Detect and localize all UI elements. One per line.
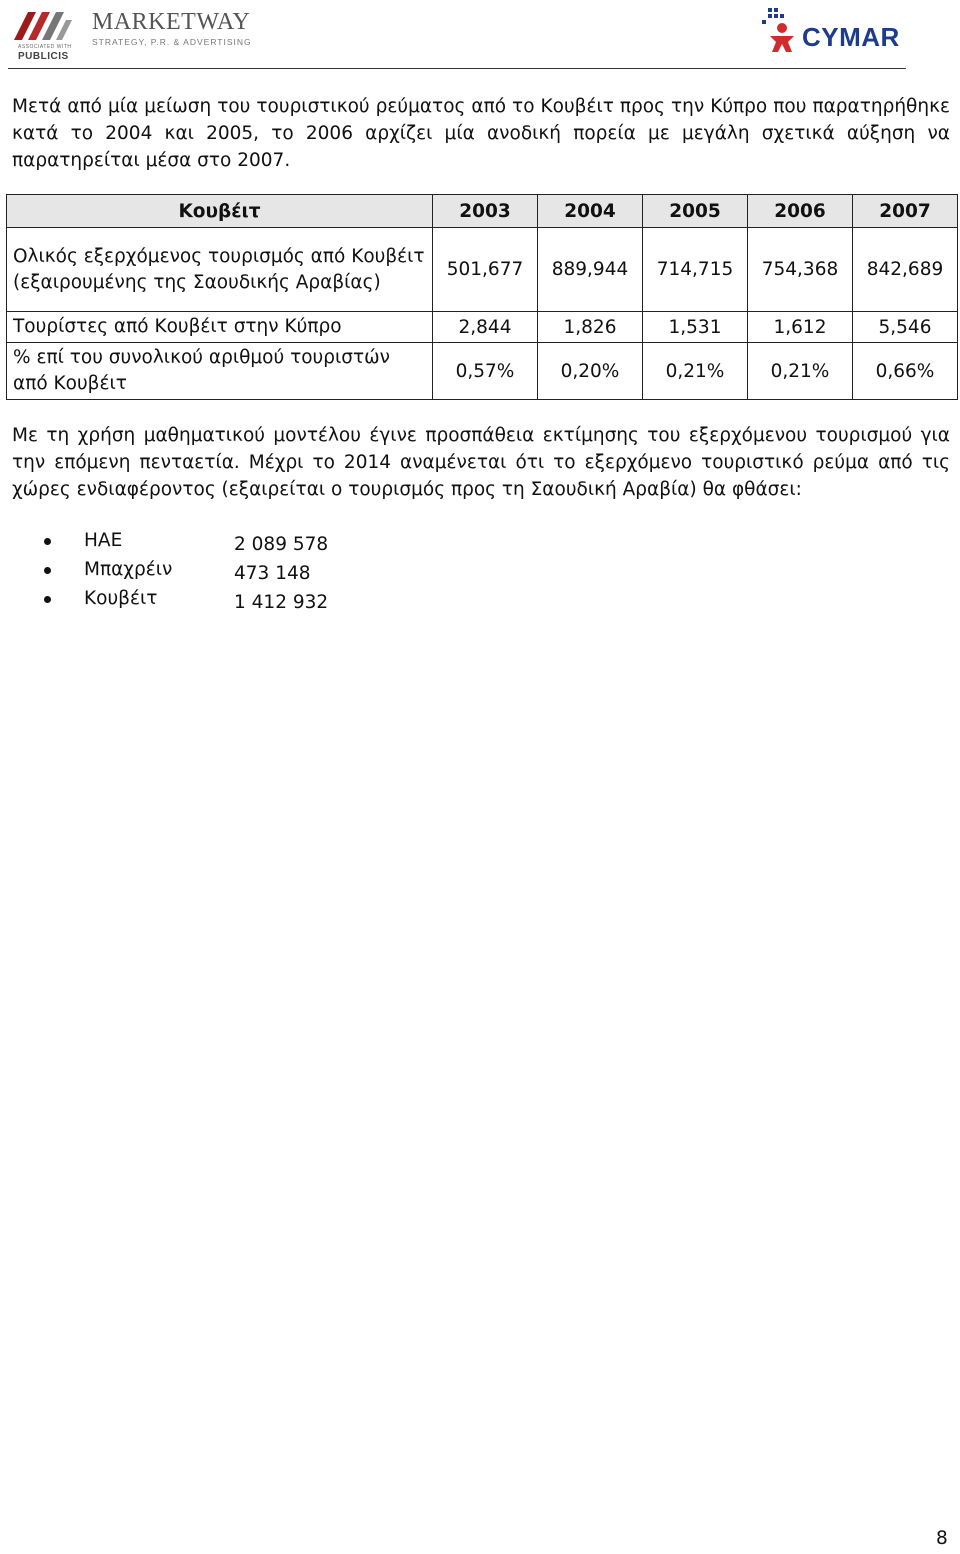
table-header-cell: 2006: [748, 195, 853, 228]
table-row: [7, 312, 958, 343]
page-number: 8: [936, 1528, 948, 1549]
table-row: [7, 228, 958, 312]
table-cell: 1,531: [643, 312, 748, 343]
kuwait-tourism-table: [6, 194, 958, 400]
table-cell: 754,368: [748, 228, 853, 312]
table-header-cell: 2007: [853, 195, 958, 228]
table-header-row: [7, 195, 958, 228]
marketway-name: MARKETWAY: [92, 9, 251, 35]
table-cell: 842,689: [853, 228, 958, 312]
row-label: Ολικός εξερχόμενος τουρισμός από Κουβέιτ (εξαιρουμένης της Σαουδικής Αραβίας): [7, 228, 433, 312]
table-header-cell: 2004: [538, 195, 643, 228]
table-cell: 1,612: [748, 312, 853, 343]
table-cell: 0,66%: [853, 343, 958, 400]
table-row: [7, 343, 958, 400]
table-cell: 501,677: [433, 228, 538, 312]
forecast-value: 1 412 932: [234, 592, 329, 613]
country-name: ΗΑΕ: [84, 530, 123, 551]
cymar-name: CYMAR: [802, 22, 900, 52]
row-label: Τουρίστες από Κουβέιτ στην Κύπρο: [7, 312, 433, 343]
table-header-cell: 2003: [433, 195, 538, 228]
table-cell: 0,57%: [433, 343, 538, 400]
table-cell: 2,844: [433, 312, 538, 343]
marketway-logo-mark-icon: [14, 8, 76, 40]
marketway-tagline: STRATEGY, P.R. & ADVERTISING: [92, 37, 252, 47]
country-name: Μπαχρέιν: [84, 559, 173, 580]
publicis-text: PUBLICIS: [18, 51, 69, 62]
table-header-cell: Κουβέιτ: [7, 195, 433, 228]
table-cell: 1,826: [538, 312, 643, 343]
table-cell: 714,715: [643, 228, 748, 312]
header-divider: [8, 68, 906, 69]
table-cell: 889,944: [538, 228, 643, 312]
table-cell: 0,21%: [643, 343, 748, 400]
forecast-value: 473 148: [234, 563, 311, 584]
bullet-icon: [44, 596, 51, 603]
bullet-icon: [44, 567, 51, 574]
table-cell: 5,546: [853, 312, 958, 343]
cymar-logo: [760, 4, 905, 60]
bullet-icon: [44, 538, 51, 545]
intro-paragraph: Μετά από μία μείωση του τουριστικού ρεύματος από το Κουβέιτ προς την Κύπρο που παρατηρήθηκε κατά το 2004 και 2005, το 2006 αρχίζει μία ανοδική πορεία με μεγάλη σχετικά αύξηση να παρατηρείται μέσα στο 2007.: [12, 96, 950, 171]
table-cell: 0,21%: [748, 343, 853, 400]
cymar-logo-mark-icon: [762, 6, 802, 56]
table-header-cell: 2005: [643, 195, 748, 228]
forecast-paragraph: Με τη χρήση μαθηματικού μοντέλου έγινε προσπάθεια εκτίμησης του εξερχόμενου τουρισμού για την επόμενη πενταετία. Μέχρι το 2014 αναμένεται ότι το εξερχόμενο τουριστικό ρεύμα από τις χώρες ενδιαφέροντος (εξαιρείται ο τουρισμός προς τη Σαουδική Αραβία) θα φθάσει:: [12, 425, 950, 500]
table-cell: 0,20%: [538, 343, 643, 400]
row-label: % επί του συνολικού αριθμού τουριστών από Κουβέιτ: [7, 343, 433, 400]
associated-with-text: ASSOCIATED WITH: [18, 44, 72, 50]
page-header: [0, 0, 960, 72]
country-name: Κουβέιτ: [84, 588, 158, 609]
forecast-value: 2 089 578: [234, 534, 329, 555]
marketway-logo: [14, 6, 254, 64]
